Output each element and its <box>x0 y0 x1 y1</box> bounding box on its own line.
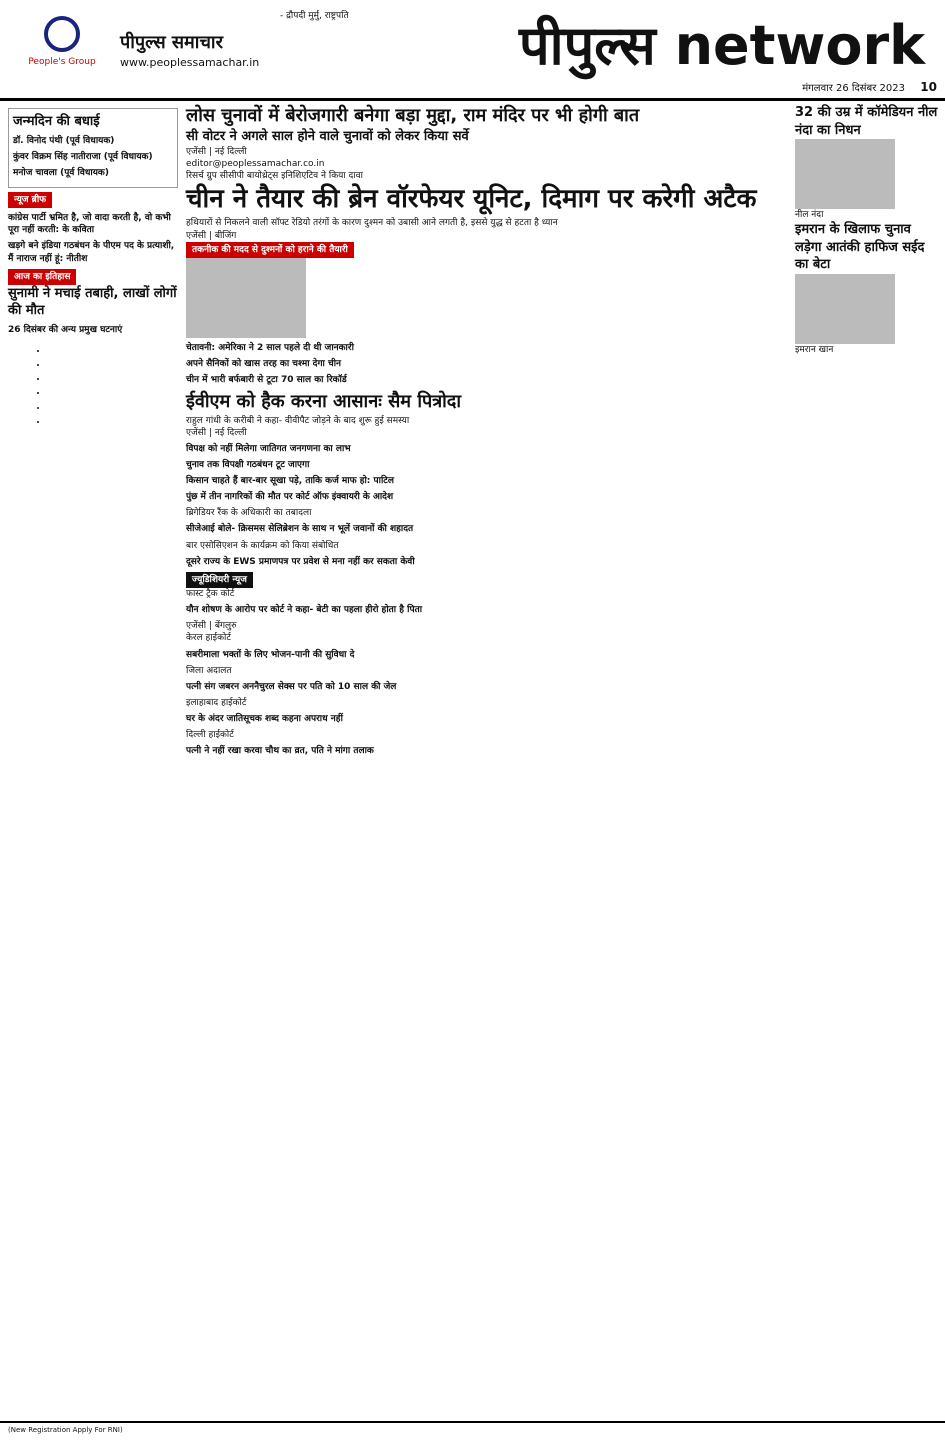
brief-headline: खड़गे बने इंडिया गठबंधन के पीएम पद के प्रत्याशी, मैं नाराज नहीं हूं: नीतीश <box>8 241 175 264</box>
evm-headline: ईवीएम को हैक करना आसानः सैम पित्रोदा <box>186 391 462 413</box>
birthday-name: डॉ. विनोद पंथी (पूर्व विधायक) <box>13 135 115 146</box>
soldiers-headline: अपने सैनिकों को खास तरह का चश्मा देगा चीन <box>186 358 342 369</box>
kerala-headline: सबरीमाला भक्तों के लिए भोजन-पानी की सुविधा दे <box>186 649 355 660</box>
photo <box>186 258 306 338</box>
event-item <box>48 416 178 428</box>
evm-byline: एजेंसी | नई दिल्ली <box>186 427 247 438</box>
fast-track-byline: एजेंसी | बेंगलुरु <box>186 621 237 632</box>
logo-text: People's Group <box>28 57 96 67</box>
group-logo <box>12 14 112 84</box>
event-item <box>48 345 178 357</box>
delhi-headline: पत्नी ने नहीं रखा करवा चौथ का व्रत, पति ने मांगा तलाक <box>186 746 374 757</box>
quote-box <box>280 8 510 88</box>
history-label: आज का इतिहास <box>8 269 76 285</box>
event-item <box>48 402 178 414</box>
quote-attribution: - द्रौपदी मुर्मु, राष्ट्रपति <box>280 11 349 21</box>
lead-email: editor@peoplessamachar.co.in <box>186 158 325 169</box>
registration-note: (New Registration Apply For RNI) <box>8 1426 123 1434</box>
brand-url[interactable]: www.peoplessamachar.in <box>120 56 260 69</box>
events-list <box>8 345 178 428</box>
court-label: इलाहाबाद हाईकोर्ट <box>186 698 247 709</box>
alliance-headline: चुनाव तक विपक्षी गठबंधन टूट जाएगा <box>186 459 310 470</box>
birthday-name: मनोज चावला (पूर्व विधायक) <box>13 167 109 178</box>
cji-headline: सीजेआई बोले- क्रिसमस सेलिब्रेशन के साथ न भूलें जवानों की शहादत <box>186 524 414 535</box>
birthday-title: जन्मदिन की बधाई <box>13 114 100 129</box>
court-label: जिला अदालत <box>186 665 232 676</box>
masthead <box>0 0 945 101</box>
lead-headline: लोस चुनावों में बेरोजगारी बनेगा बड़ा मुद्दा, राम मंदिर पर भी होगी बात <box>186 105 640 126</box>
lead-subhead: सी वोटर ने अगले साल होने वाले चुनावों को लेकर किया सर्वे <box>186 129 469 145</box>
farmers-headline: किसान चाहते हैं बार-बार सूखा पड़े, ताकि कर्ज माफ हो: पाटिल <box>186 476 394 487</box>
court-label: फास्ट ट्रैक कोर्ट <box>186 589 235 600</box>
judiciary-label: ज्यूडिशियरी न्यूज <box>186 572 253 588</box>
evm-subhead: राहुल गांधी के करीबी ने कहा- वीवीपैट जोड़ने के बाद शुरू हुई समस्या <box>186 415 410 426</box>
events-headline: 26 दिसंबर की अन्य प्रमुख घटनाएं <box>8 324 123 335</box>
brand-name: पीपुल्स समाचार <box>120 32 223 53</box>
comedian-caption: नील नंदा <box>795 210 824 221</box>
edition-date: मंगलवार 26 दिसंबर 2023 <box>802 83 905 94</box>
birthday-name: कुंवर विक्रम सिंह नातीराजा (पूर्व विधायक) <box>13 151 153 162</box>
poonch-subhead: ब्रिगेडियर रैंक के अधिकारी का तबादला <box>186 508 312 519</box>
comedian-headline: 32 की उम्र में कॉमेडियन नील नंदा का निधन <box>795 105 938 138</box>
china-deck: हथियारों से निकलने वाली सॉफ्ट रेडियो तरंगों के कारण दुश्मन को उबासी आने लगती है, इससे युद्ध से हटता है ध्यान <box>186 218 558 229</box>
district-headline: पत्नी संग जबरन अननैचुरल सेक्स पर पति को 10 साल की जेल <box>186 681 397 692</box>
court-label: दिल्ली हाईकोर्ट <box>186 730 234 741</box>
footer <box>0 1421 945 1445</box>
imran-caption: इमरान खान <box>795 344 834 355</box>
caste-headline: विपक्ष को नहीं मिलेगा जातिगत जनगणना का लाभ <box>186 443 351 454</box>
left-column <box>8 104 178 437</box>
history-headline: सुनामी ने मचाई तबाही, लाखों लोगों की मौत <box>8 285 177 319</box>
poonch-headline: पुंछ में तीन नागरिकों की मौत पर कोर्ट ऑफ इंक्वायरी के आदेश <box>186 492 394 503</box>
cji-subhead: बार एसोसिएशन के कार्यक्रम को किया संबोधित <box>186 540 339 551</box>
allahabad-headline: घर के अंदर जातिसूचक शब्द कहना अपराध नहीं <box>186 714 343 725</box>
tech-label: तकनीक की मदद से दुश्मनों को हराने की तैयारी <box>186 242 354 258</box>
page-number: 10 <box>920 80 937 94</box>
kicker: रिसर्च ग्रुप सीसीपी बायोथ्रेट्स इनिशिएटिव ने किया दावा <box>186 171 363 182</box>
right-column <box>795 104 940 356</box>
main-column <box>186 104 786 762</box>
brief-headline: कांग्रेस पार्टी भ्रमित है, जो वादा करती है, वो कभी पूरा नहीं करती: के कविता <box>8 213 171 236</box>
birthday-box <box>8 108 178 188</box>
imran-photo <box>795 274 895 344</box>
comedian-photo <box>795 139 895 209</box>
event-item <box>48 373 178 385</box>
lead-byline: एजेंसी | नई दिल्ली <box>186 146 247 157</box>
snow-headline: चीन में भारी बर्फबारी से टूटा 70 साल का रिकॉर्ड <box>186 375 347 386</box>
logo-icon <box>42 14 82 54</box>
ews-headline: दूसरे राज्य के EWS प्रमाणपत्र पर प्रवेश से मना नहीं कर सकता केवी <box>186 556 415 567</box>
fast-track-headline: यौन शोषण के आरोप पर कोर्ट ने कहा- बेटी का पहला हीरो होता है पिता <box>186 605 423 616</box>
page-title: पीपुल्स network <box>518 14 925 77</box>
event-item <box>48 387 178 399</box>
news-brief-label: न्यूज ब्रीफ <box>8 192 52 208</box>
china-headline: चीन ने तैयार की ब्रेन वॉरफेयर यूनिट, दिमाग पर करेगी अटैक <box>186 184 757 215</box>
warning-headline: चेतावनी: अमेरिका ने 2 साल पहले दी थी जानकारी <box>186 342 354 353</box>
event-item <box>48 359 178 371</box>
china-byline: एजेंसी | बीजिंग <box>186 230 237 241</box>
court-label: केरल हाईकोर्ट <box>186 633 231 644</box>
imran-headline: इमरान के खिलाफ चुनाव लड़ेगा आतंकी हाफिज सईद का बेटा <box>795 222 925 273</box>
